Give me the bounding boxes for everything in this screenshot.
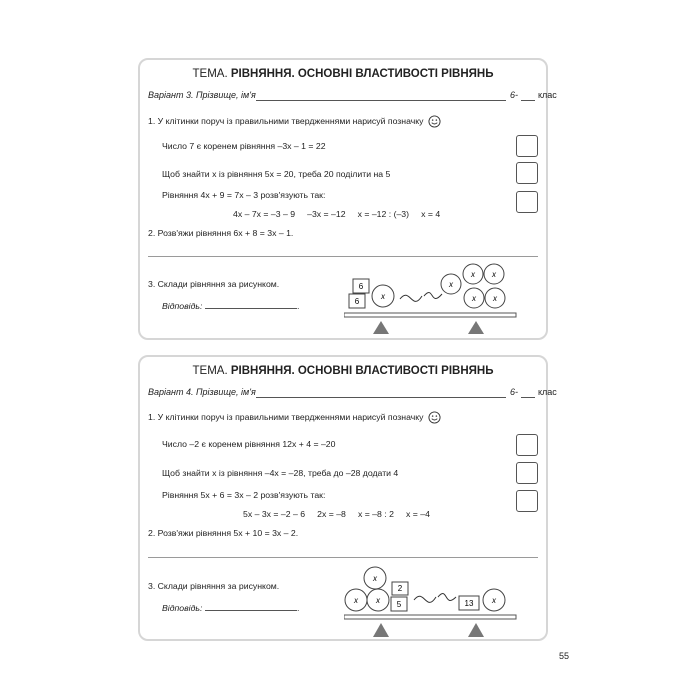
weight-circle-label: x (471, 270, 475, 279)
card-title (140, 68, 546, 80)
grade-field[interactable] (521, 397, 535, 398)
statement-3-solution: 5x – 3x = –2 – 6 2x = –8 x = –8 : 2 x = –4 (243, 509, 430, 519)
task-3-text: 3. Склади рівняння за рисунком. (148, 279, 280, 289)
title-prefix: ТЕМА. (192, 68, 228, 80)
grade-prefix: 6- (510, 387, 519, 397)
statement-2: Щоб знайти x із рівняння –4x = –28, треба до –28 додати 4 (162, 468, 399, 478)
scale-fulcrum-left (373, 623, 389, 637)
checkbox-statement-3[interactable] (516, 191, 538, 213)
weight-circle-label: x (492, 270, 496, 279)
weight-circle-label: x (381, 292, 385, 301)
variant-label: Варіант 4. Прізвище, ім'я (148, 387, 256, 397)
weight-circle-label: x (472, 294, 476, 303)
weight-circle-label: x (354, 596, 358, 605)
checkbox-statement-3[interactable] (516, 490, 538, 512)
weight-box-label: 6 (358, 282, 364, 291)
variant-label: Варіант 3. Прізвище, ім'я (148, 90, 256, 100)
weight-circle-label: x (449, 280, 453, 289)
statement-1: Число 7 є коренем рівняння –3x – 1 = 22 (162, 141, 326, 151)
weight-circle-label: x (376, 596, 380, 605)
task-1-row (148, 115, 441, 128)
title-prefix: ТЕМА. (192, 365, 228, 377)
answer-field[interactable] (205, 308, 297, 309)
statement-1: Число –2 є коренем рівняння 12x + 4 = –20 (162, 439, 336, 449)
grade-suffix: клас (538, 387, 557, 397)
statement-2: Щоб знайти x із рівняння 5x = 20, треба 20 поділити на 5 (162, 169, 391, 179)
weight-box-label: 6 (354, 297, 360, 306)
weight-box-label: 13 (464, 599, 474, 608)
smiley-icon (428, 115, 441, 128)
grade-prefix: 6- (510, 90, 519, 100)
task-2-text: 2. Розв'яжи рівняння 5x + 10 = 3x – 2. (148, 528, 299, 538)
statement-3: Рівняння 5x + 6 = 3x – 2 розв'язують так: (162, 490, 326, 500)
variant-line (148, 90, 557, 104)
variant-line (148, 387, 557, 401)
answer-field[interactable] (205, 610, 297, 611)
arrow-curve-icon (414, 596, 436, 602)
scale-beam (344, 313, 516, 317)
scale-beam (344, 615, 516, 619)
worksheet-card-variant-4 (138, 355, 557, 641)
answer-label: Відповідь: (162, 603, 203, 613)
checkbox-statement-2[interactable] (516, 462, 538, 484)
card-title (140, 365, 546, 377)
statement-3: Рівняння 4x + 9 = 7x – 3 розв'язують так: (162, 190, 326, 200)
grade-field[interactable] (521, 100, 535, 101)
answer-label: Відповідь: (162, 301, 203, 311)
title-main: РІВНЯННЯ. ОСНОВНІ ВЛАСТИВОСТІ РІВНЯНЬ (230, 68, 494, 80)
page-number: 55 (559, 651, 570, 661)
task-3-text: 3. Склади рівняння за рисунком. (148, 581, 280, 591)
task-2-text: 2. Розв'яжи рівняння 6x + 8 = 3x – 1. (148, 228, 294, 238)
answer-row: Відповідь: . (162, 603, 300, 613)
weight-circle-label: x (373, 574, 377, 583)
name-field[interactable] (256, 100, 506, 101)
statement-3-solution: 4x – 7x = –3 – 9 –3x = –12 x = –12 : (–3) x = 4 (233, 209, 441, 219)
checkbox-statement-2[interactable] (516, 162, 538, 184)
task-1-text: 1. У клітинки поруч із правильними твердженнями нарисуй позначку (148, 411, 424, 422)
arrow-curve-icon (400, 295, 422, 301)
weight-circle-label: x (493, 294, 497, 303)
name-field[interactable] (256, 397, 506, 398)
balance-scale-figure (344, 256, 520, 334)
weight-circle-label: x (492, 596, 496, 605)
balance-scale-figure (344, 557, 520, 637)
answer-row: Відповідь: . (162, 301, 300, 311)
worksheet-card-variant-3 (138, 58, 557, 340)
scale-fulcrum-right (468, 321, 484, 334)
task-1-text: 1. У клітинки поруч із правильними твердженнями нарисуй позначку (148, 115, 424, 126)
title-main: РІВНЯННЯ. ОСНОВНІ ВЛАСТИВОСТІ РІВНЯНЬ (230, 365, 494, 377)
weight-box-label: 2 (397, 584, 403, 593)
grade-suffix: клас (538, 90, 557, 100)
scale-fulcrum-right (468, 623, 484, 637)
weight-box-label: 5 (396, 600, 402, 609)
checkbox-statement-1[interactable] (516, 434, 538, 456)
scale-fulcrum-left (373, 321, 389, 334)
smiley-icon (428, 411, 441, 424)
checkbox-statement-1[interactable] (516, 135, 538, 157)
task-1-row (148, 411, 441, 424)
